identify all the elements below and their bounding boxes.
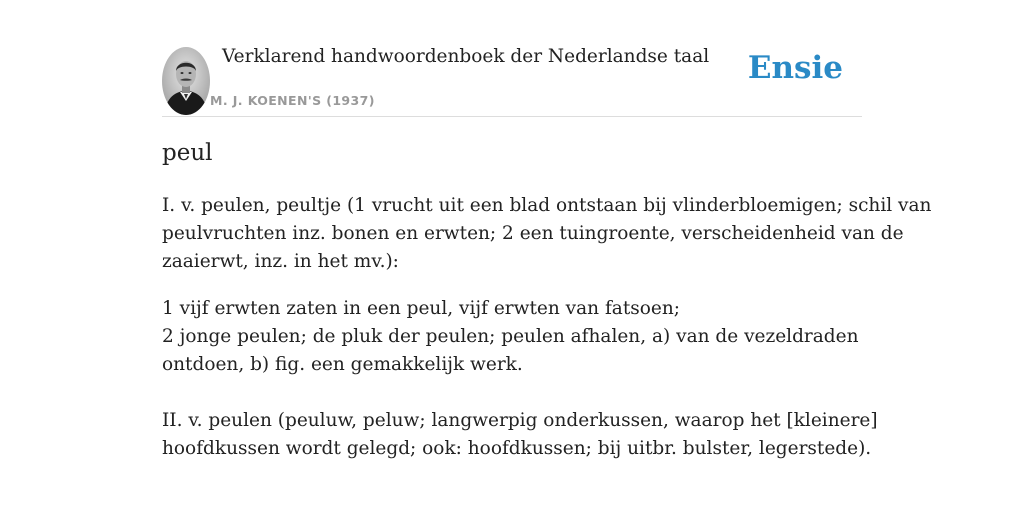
- header: [162, 40, 862, 117]
- example-line: ontdoen, b) fig. een gemakkelijk werk.: [162, 354, 523, 375]
- sense-1-line: zaaierwt, inz. in het mv.):: [162, 251, 399, 272]
- example-line: 1 vijf erwten zaten in een peul, vijf erwten van fatsoen;: [162, 298, 680, 319]
- sense-2-line: hoofdkussen wordt gelegd; ook: hoofdkussen; bij uitbr. bulster, legerstede).: [162, 438, 872, 459]
- author-portrait-icon: [162, 47, 210, 115]
- entry-examples-1: [162, 295, 862, 379]
- brand-logo-link[interactable]: Ensie: [747, 50, 843, 86]
- example-line: 2 jonge peulen; de pluk der peulen; peulen afhalen, a) van de vezeldraden: [162, 326, 859, 347]
- sense-1-line: peulvruchten inz. bonen en erwten; 2 een tuingroente, verscheidenheid van de: [162, 223, 904, 244]
- book-title: Verklarend handwoordenboek der Nederlandse taal: [222, 46, 710, 67]
- book-author: M. J. KOENEN'S (1937): [210, 93, 375, 108]
- entry-headword: peul: [162, 140, 213, 166]
- page: [162, 0, 932, 512]
- entry-sense-1: [162, 192, 932, 276]
- entry-sense-2: [162, 407, 878, 463]
- sense-2-line: II. v. peulen (peuluw, peluw; langwerpig onderkussen, waarop het [kleinere]: [162, 410, 878, 431]
- sense-1-line: I. v. peulen, peultje (1 vrucht uit een blad ontstaan bij vlinderbloemigen; schil van: [162, 195, 932, 216]
